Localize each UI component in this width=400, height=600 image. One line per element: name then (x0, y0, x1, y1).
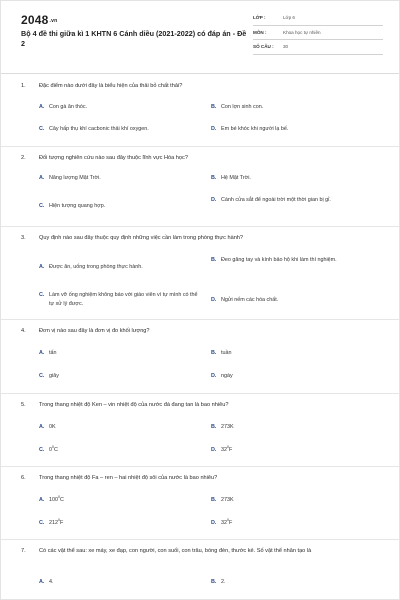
option-letter: B. (211, 175, 217, 181)
option-c[interactable] (39, 125, 217, 134)
meta-key: LỚP : (253, 15, 266, 21)
option-letter: B. (211, 579, 217, 585)
option-a[interactable] (39, 496, 199, 505)
option-a[interactable] (39, 578, 199, 587)
question-divider (1, 539, 400, 540)
option-letter: A. (39, 579, 45, 585)
option-a[interactable] (39, 349, 199, 358)
option-text: Làm vỡ ống nghiệm không báo với giáo viên vì tự mình có thể tự xử lý được. (49, 292, 198, 307)
option-c[interactable] (39, 202, 204, 211)
question-text (21, 547, 361, 556)
option-text: tấn (49, 350, 57, 356)
question-number: 3. (21, 235, 26, 241)
value: 212 (49, 520, 58, 526)
question-2 (21, 154, 387, 209)
option-c[interactable] (39, 372, 199, 381)
unit: F (229, 520, 233, 526)
option-text: Con lợn sinh con. (221, 104, 264, 110)
question-number: 6. (21, 475, 26, 481)
option-a[interactable] (39, 423, 199, 432)
option-b[interactable] (211, 496, 371, 505)
meta-row-subject (253, 26, 383, 41)
question-stem: Có các vật thể sau: xe máy, xe đạp, con người, con suối, con trâu, bóng đèn, thước kẻ. Số vật thể nhân tạo là (39, 548, 312, 554)
option-text: ngày (221, 373, 233, 379)
question-divider (1, 393, 400, 394)
option-text: Hiện tượng quang hợp. (49, 203, 106, 209)
meta-key: MÔN : (253, 29, 267, 35)
option-d[interactable] (211, 519, 371, 528)
question-text (21, 82, 387, 91)
degree-superscript: 0 (58, 518, 60, 523)
meta-key: SỐ CÂU : (253, 44, 274, 50)
option-letter: C. (39, 447, 45, 453)
option-d[interactable] (211, 296, 381, 305)
option-letter: B. (211, 104, 217, 110)
option-text (39, 519, 199, 528)
option-text: Năng lượng Mặt Trời. (49, 175, 101, 181)
option-text: giây (49, 373, 59, 379)
document-header (1, 1, 400, 69)
meta-table (253, 11, 383, 55)
option-b[interactable] (211, 256, 376, 265)
option-letter: A. (39, 424, 45, 430)
option-letter: C. (39, 126, 45, 132)
meta-value: 30 (283, 44, 289, 50)
option-letter: B. (211, 424, 217, 430)
value: 32 (221, 447, 227, 453)
question-6 (21, 474, 387, 526)
option-a[interactable] (39, 103, 204, 112)
question-7 (21, 547, 387, 585)
option-letter: A. (39, 175, 45, 181)
option-text: Được ăn, uống trong phòng thực hành. (49, 264, 143, 270)
question-number: 5. (21, 402, 26, 408)
option-d[interactable] (211, 446, 371, 455)
option-c[interactable] (39, 291, 199, 308)
unit: C (60, 497, 64, 503)
option-letter: D. (211, 126, 217, 132)
option-letter: D. (211, 520, 217, 526)
option-letter: D. (211, 297, 217, 303)
option-text: Cây hấp thụ khí cacbonic thải khí oxygen. (49, 126, 149, 132)
option-text: 273K (221, 497, 234, 503)
meta-value: Khoa học tự nhiên (283, 29, 321, 35)
option-text (39, 446, 199, 455)
option-letter: B. (211, 350, 217, 356)
option-text (211, 519, 371, 528)
question-stem: Đặc điểm nào dưới đây là biểu hiện của thải bỏ chất thải? (39, 83, 183, 89)
option-letter: A. (39, 264, 45, 270)
option-letter: A. (39, 350, 45, 356)
value: 32 (221, 520, 227, 526)
question-divider (1, 226, 400, 227)
option-a[interactable] (39, 174, 204, 183)
question-number: 1. (21, 83, 26, 89)
degree-superscript: 0 (52, 445, 54, 450)
question-stem: Trong thang nhiệt độ Ken – vin nhiệt độ của nước đá đang tan là bao nhiêu? (39, 402, 229, 408)
option-text (211, 446, 371, 455)
option-d[interactable] (211, 125, 381, 134)
question-stem: Đơn vị nào sau đây là đơn vị đo khối lượng? (39, 328, 150, 334)
question-divider (1, 319, 400, 320)
logo-suffix: .vn (49, 17, 58, 24)
degree-superscript: 0 (227, 445, 229, 450)
meta-value: Lớp 6 (283, 15, 295, 21)
option-d[interactable] (211, 196, 381, 205)
degree-superscript: 0 (227, 518, 229, 523)
option-text: 2. (221, 579, 226, 585)
document-title: Bộ 4 đề thi giữa kì 1 KHTN 6 Cánh diều (2021-2022) có đáp án - Đề 2 (21, 29, 247, 48)
option-text: Đeo găng tay và kính bảo hộ khi làm thí nghiệm. (221, 257, 337, 263)
question-text (21, 474, 387, 483)
question-text (21, 401, 387, 410)
option-c[interactable] (39, 519, 199, 528)
option-text: Con gà ăn thóc. (49, 104, 88, 110)
option-text: 273K (221, 424, 234, 430)
meta-row-class (253, 11, 383, 26)
option-letter: A. (39, 497, 45, 503)
question-number: 2. (21, 155, 26, 161)
option-text: tuần (221, 350, 232, 356)
option-c[interactable] (39, 446, 199, 455)
question-stem: Đối tượng nghiên cứu nào sau đây thuộc lĩnh vực Hóa học? (39, 155, 188, 161)
option-text: Ngửi nếm các hóa chất. (221, 297, 279, 303)
question-divider (1, 146, 400, 147)
site-logo[interactable] (21, 13, 57, 27)
unit: C (54, 447, 58, 453)
question-number: 4. (21, 328, 26, 334)
option-letter: C. (39, 520, 45, 526)
question-number: 7. (21, 548, 26, 554)
option-b[interactable] (211, 349, 371, 358)
value: 0 (49, 447, 52, 453)
option-text (39, 496, 199, 505)
option-letter: C. (39, 373, 45, 379)
option-letter: C. (39, 292, 45, 298)
option-letter: D. (211, 373, 217, 379)
question-3 (21, 234, 387, 307)
question-stem: Quy định nào sau đây thuộc quy định những việc cần làm trong phòng thực hành? (39, 235, 244, 241)
degree-superscript: 0 (58, 495, 60, 500)
question-divider (1, 466, 400, 467)
question-text (21, 327, 387, 336)
option-text: Cánh cửa sắt để ngoài trời một thời gian bị gỉ. (221, 197, 331, 203)
option-letter: B. (211, 257, 217, 263)
option-letter: A. (39, 104, 45, 110)
option-b[interactable] (211, 578, 371, 587)
logo-text: 2048 (21, 13, 49, 27)
option-letter: B. (211, 497, 217, 503)
unit: F (229, 447, 233, 453)
value: 100 (49, 497, 58, 503)
question-stem: Trong thang nhiệt độ Fa – ren – hai nhiệt độ sôi của nước là bao nhiêu? (39, 475, 218, 481)
option-b[interactable] (211, 423, 371, 432)
option-b[interactable] (211, 103, 381, 112)
question-4 (21, 327, 387, 379)
meta-row-question-count (253, 40, 383, 55)
option-text: 0K (49, 424, 56, 430)
question-1 (21, 82, 387, 132)
option-a[interactable] (39, 263, 209, 272)
header-divider (1, 73, 400, 74)
option-letter: D. (211, 197, 217, 203)
question-text (21, 234, 387, 243)
option-letter: C. (39, 203, 45, 209)
option-letter: D. (211, 447, 217, 453)
question-5 (21, 401, 387, 453)
option-b[interactable] (211, 174, 381, 183)
option-text: 4. (49, 579, 54, 585)
unit: F (60, 520, 64, 526)
option-text: Hệ Mặt Trời. (221, 175, 251, 181)
option-d[interactable] (211, 372, 371, 381)
question-text (21, 154, 387, 163)
option-text: Em bé khóc khi người lạ bế. (221, 126, 289, 132)
